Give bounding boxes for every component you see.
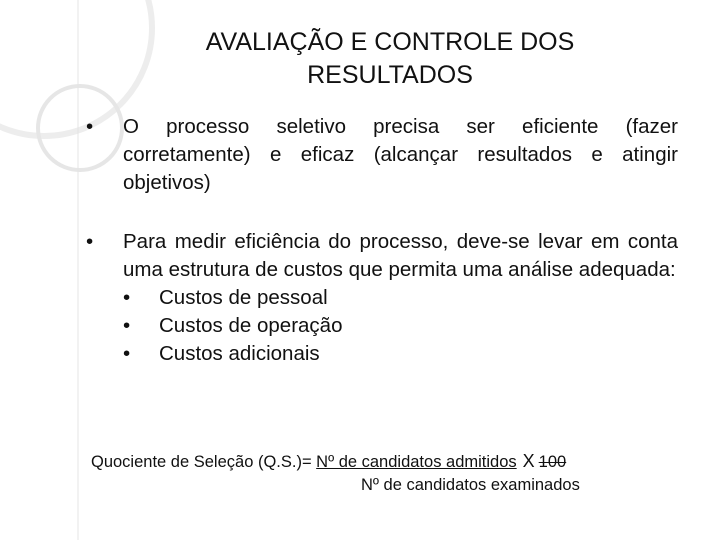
bullet-text: Para medir eficiência do processo, deve-se levar em conta uma estrutura de custos que permita uma análise adequada: (123, 230, 678, 281)
sub-bullet-dot: • (123, 342, 131, 365)
bullet-text: O processo seletivo precisa ser eficiente (fazer corretamente) e eficaz (alcançar resultados e atingir objetivos) (123, 115, 678, 194)
sub-item-text: Custos adicionais (159, 342, 320, 365)
title-line-1: AVALIAÇÃO E CONTROLE DOS (205, 28, 575, 56)
formula-factor: 100 (538, 453, 567, 471)
formula-numerator: Nº de candidatos admitidos (316, 453, 517, 471)
bullet-dot: • (86, 230, 94, 253)
bullet-item (86, 228, 686, 368)
sub-list-item (123, 284, 678, 312)
formula-label: Quociente de Seleção (Q.S.)= (91, 453, 317, 471)
formula-denominator: Nº de candidatos examinados (361, 476, 580, 494)
sub-list-item (123, 340, 678, 368)
slide-title (140, 26, 640, 92)
sub-bullet-dot: • (123, 286, 131, 309)
title-line-2: RESULTADOS (307, 61, 473, 89)
sub-item-text: Custos de pessoal (159, 286, 328, 309)
sub-item-text: Custos de operação (159, 314, 343, 337)
formula-times: X (522, 451, 535, 471)
bullet-dot: • (86, 115, 94, 138)
sub-list-item (123, 312, 678, 340)
selection-quotient-formula (91, 448, 711, 494)
bullet-item (86, 113, 686, 197)
sub-bullet-dot: • (123, 314, 131, 337)
